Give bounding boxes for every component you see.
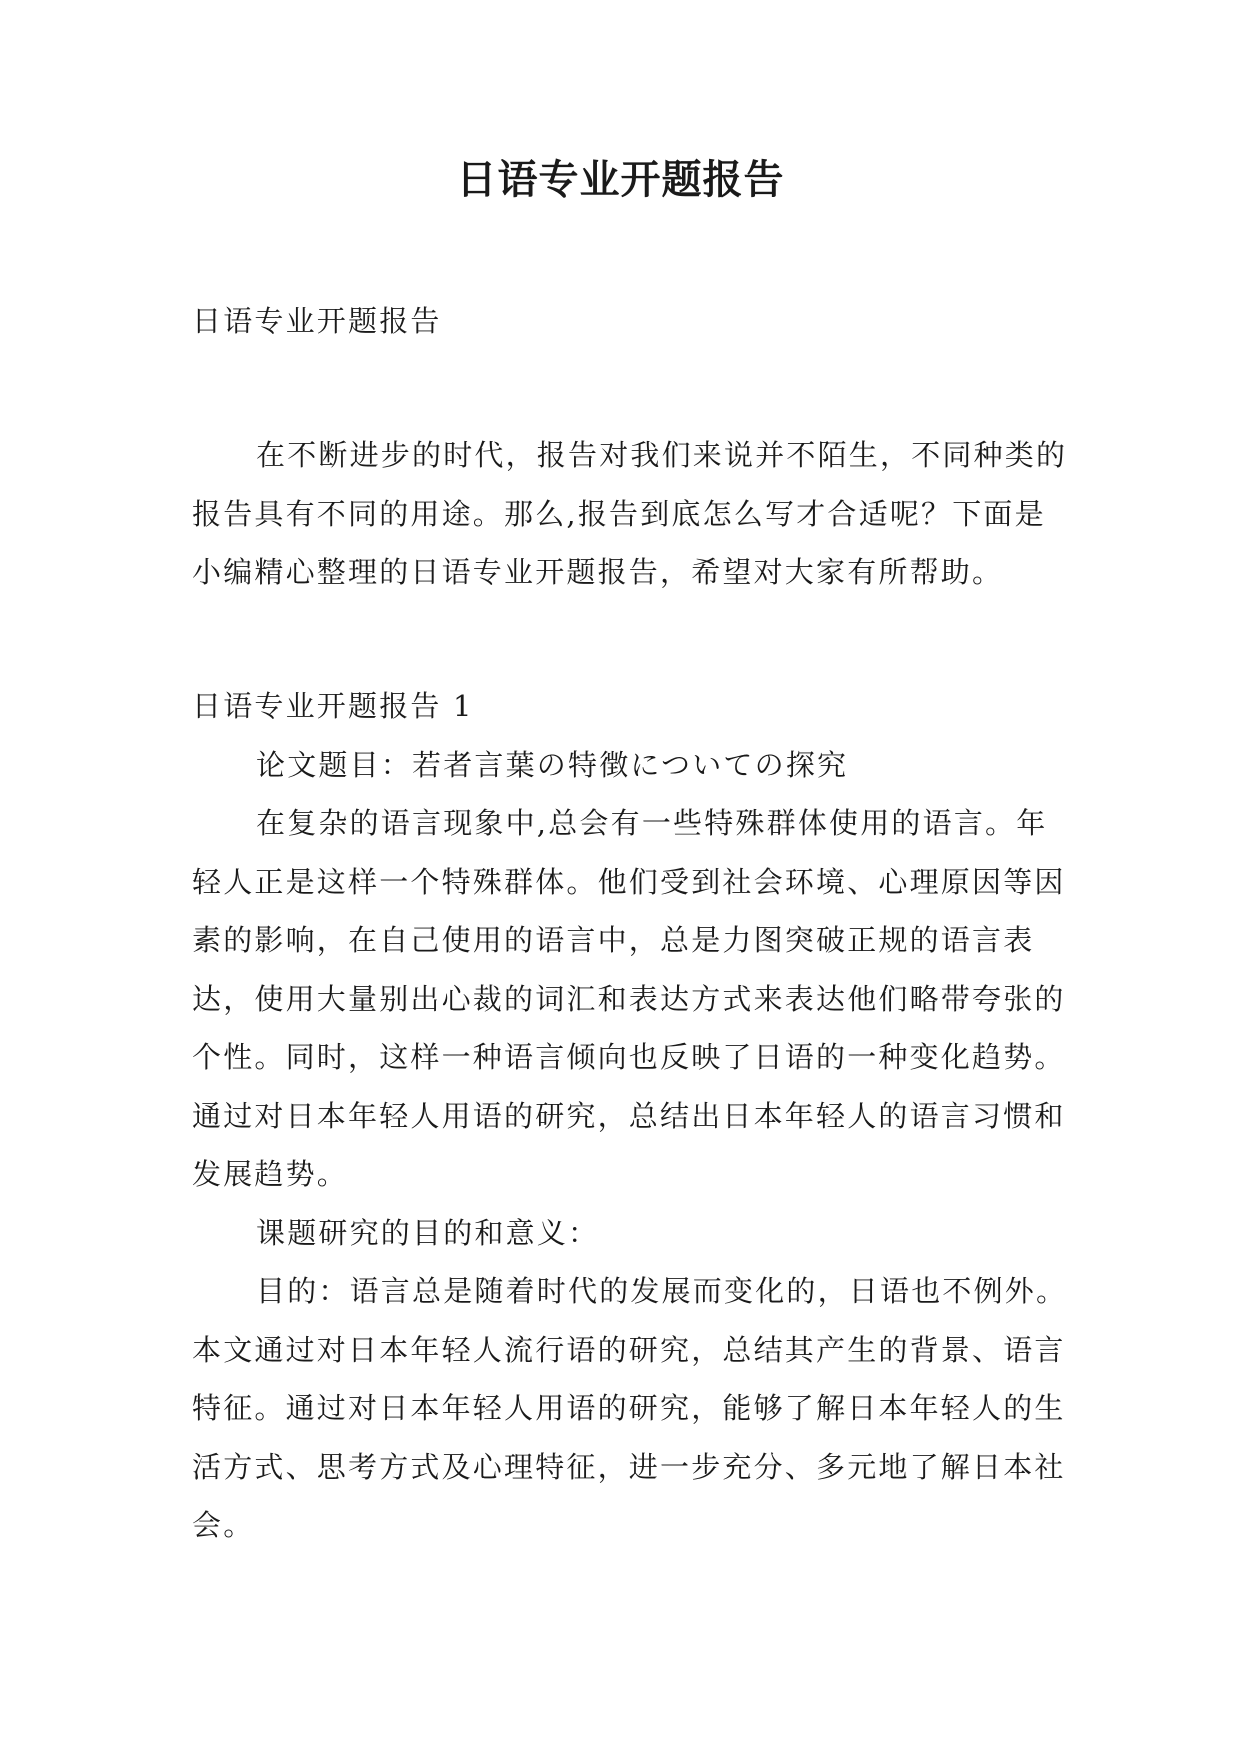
body-paragraph: 在复杂的语言现象中,总会有一些特殊群体使用的语言。年轻人正是这样一个特殊群体。他们受到社会环境、心理原因等因素的影响，在自己使用的语言中，总是力图突破正规的语言表达，使用大量别出心裁的词汇和表达方式来表达他们略带夸张的个性。同时，这样一种语言倾向也反映了日语的一种变化趋势。通过对日本年轻人用语的研究，总结出日本年轻人的语言习惯和发展趋势。 [192,806,1066,1191]
purpose-heading: 课题研究的目的和意义： [256,1215,600,1250]
section-heading: 日语专业开题报告 1 [192,689,474,723]
document-subtitle: 日语专业开题报告 [192,304,442,338]
paragraph-spacer [192,602,1072,661]
body-paragraph: 目的：语言总是随着时代的发展而变化的，日语也不例外。本文通过对日本年轻人流行语的研究，总结其产生的背景、语言特征。通过对日本年轻人用语的研究，能够了解日本年轻人的生活方式、思考方式及心理特征，进一步充分、多元地了解日本社会。 [192,1274,1068,1542]
thesis-title: 论文题目：若者言葉の特徴についての探究 [256,747,849,782]
document-title: 日语专业开题报告 [456,157,785,203]
intro-paragraph: 在不断进步的时代，报告对我们来说并不陌生，不同种类的报告具有不同的用途。那么,报告到底怎么写才合适呢？下面是小编精心整理的日语专业开题报告，希望对大家有所帮助。 [192,438,1068,589]
paragraph-spacer [192,351,1072,410]
document-body [192,292,1072,1555]
